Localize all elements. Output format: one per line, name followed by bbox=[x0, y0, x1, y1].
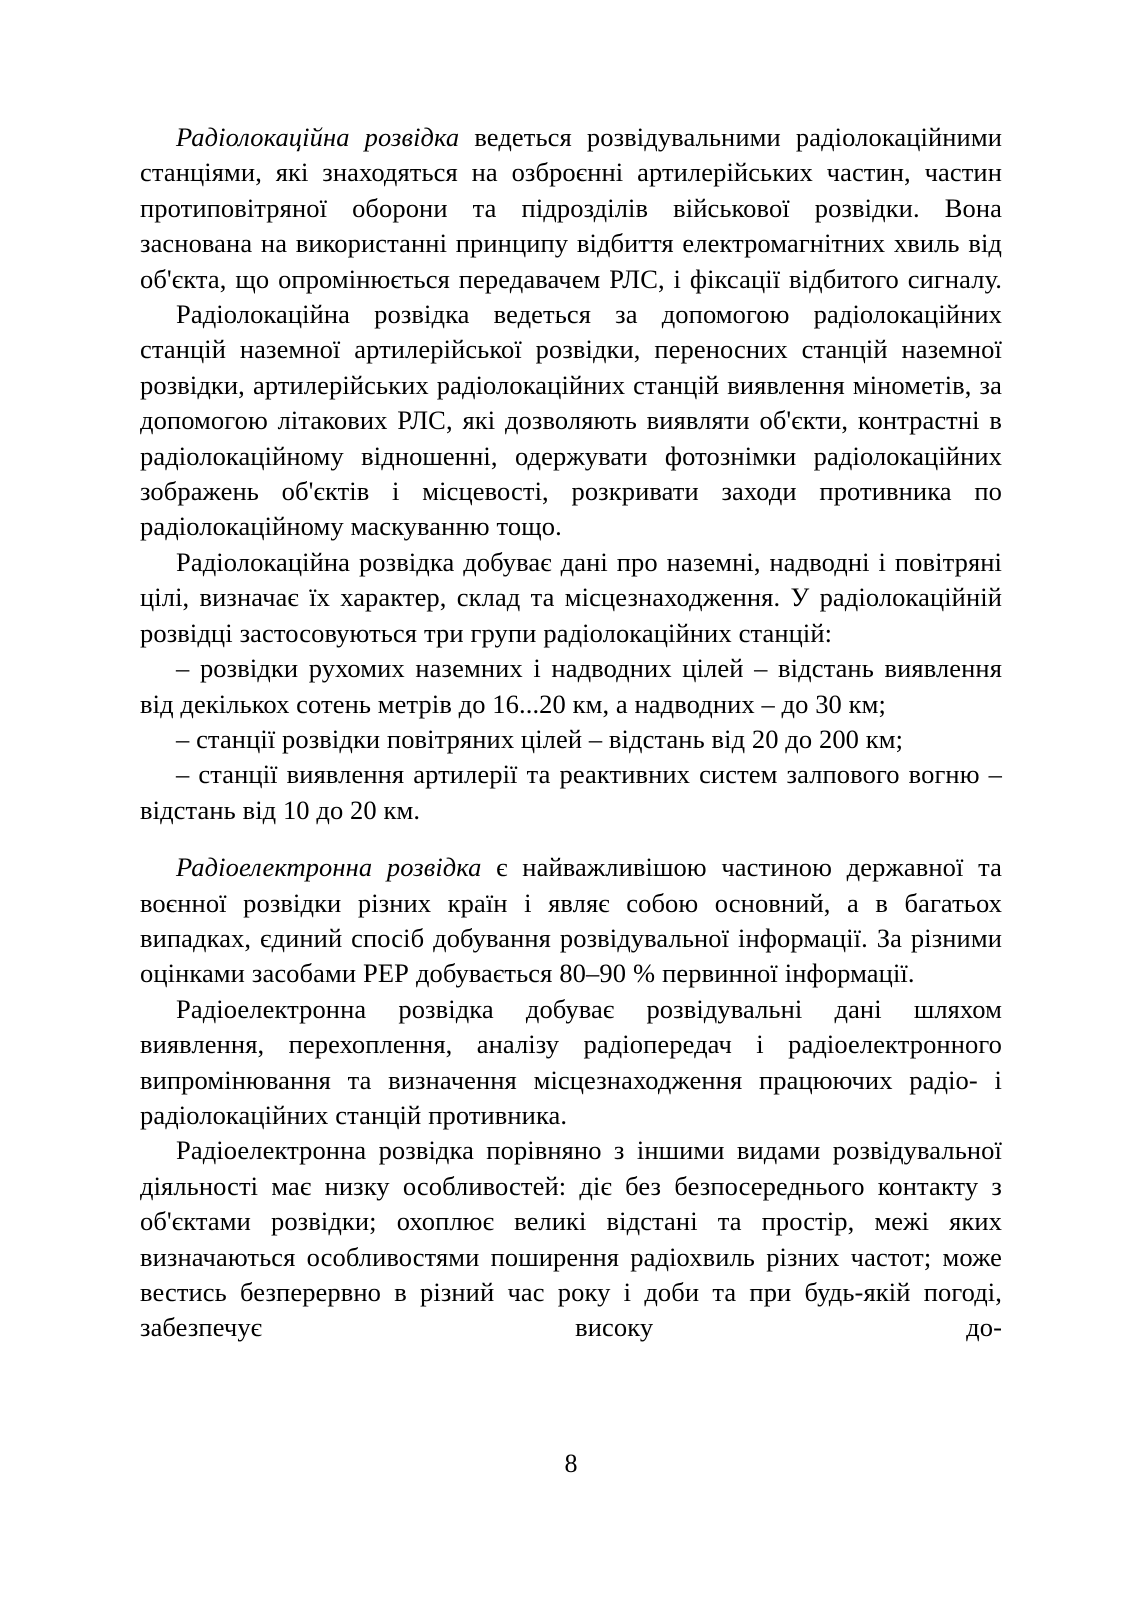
paragraph-radar-recon-targets bbox=[140, 545, 1002, 651]
paragraph-elint-methods bbox=[140, 992, 1002, 1134]
lead-in-radar-recon: Радіолокаційна розвідка bbox=[176, 122, 460, 152]
page-number: 8 bbox=[564, 1449, 578, 1478]
paragraph-body: є найважливішою частиною державної та воєнної розвідки різних країн і являє собою основний, а в багатьох випадках, єдиний спосіб добування розвідувальної інформації. За різними оцінками засобами РЕР добувається 80–90 % первинної інформації. bbox=[140, 852, 1002, 989]
paragraph-elint-intro bbox=[140, 850, 1002, 992]
list-item-text: – станції розвідки повітряних цілей – відстань від 20 до 200 км; bbox=[176, 723, 904, 754]
paragraph-radar-recon-stations bbox=[140, 297, 1002, 545]
list-item-air-targets bbox=[140, 722, 1002, 757]
list-item-text: – станції виявлення артилерії та реактивних систем залпового вогню – відстань від 10 до 20 км. bbox=[140, 759, 1002, 825]
list-item-text: – розвідки рухомих наземних і надводних цілей – відстань виявлення від декількох сотень метрів до 16...20 км, а надводних – до 30 км; bbox=[140, 653, 1002, 719]
list-item-ground-sea-targets bbox=[140, 651, 1002, 722]
list-item-artillery-detection bbox=[140, 757, 1002, 828]
paragraph-body: Радіоелектронна розвідка добуває розвідувальні дані шляхом виявлення, перехоплення, аналізу радіопередач і радіоелектронного випромінювання та визначення місцезнаходження працюючих радіо- і радіолокаційних станцій противника. bbox=[140, 993, 1002, 1130]
paragraph-body: ведеться розвідувальними радіолокаційними станціями, які знаходяться на озброєнні артилерійських частин, частин протиповітряної оборони та підрозділів військової розвідки. Вона заснована на використанні принципу відбиття електромагнітних хвиль від об'єкта, що опромінюється передавачем РЛС, і фіксації відбитого сигналу. bbox=[140, 122, 1002, 294]
lead-in-elint: Радіоелектронна розвідка bbox=[176, 852, 482, 883]
paragraph-body: Радіолокаційна розвідка ведеться за допомогою радіолокаційних станцій наземної артилерійської розвідки, переносних станцій наземної розвідки, артилерійських радіолокаційних станцій виявлення мінометів, за допомогою літакових РЛС, які дозволяють виявляти об'єкти, контрастні в радіолокаційному відношенні, одержувати фотознімки радіолокаційних зображень об'єктів і місцевості, розкривати заходи противника по радіолокаційному маскуванню тощо. bbox=[140, 299, 1002, 542]
paragraph-body: Радіолокаційна розвідка добуває дані про наземні, надводні і повітряні цілі, визначає їх характер, склад та місцезнаходження. У радіолокаційній розвідці застосовуються три групи радіолокаційних станцій: bbox=[140, 546, 1002, 648]
text-column bbox=[140, 120, 1002, 1346]
paragraph-elint-features bbox=[140, 1133, 1002, 1345]
paragraph-radar-recon-intro bbox=[140, 120, 1002, 297]
paragraph-body: Радіоелектронна розвідка порівняно з іншими видами розвідувальної діяльності має низку особливостей: діє без безпосереднього контакту з об'єктами розвідки; охоплює великі відстані та простір, межі яких визначаються особливостями поширення радіохвиль різних частот; може вестись безперервно в різний час року і доби та при будь-якій погоді, забезпечує високу до- bbox=[140, 1135, 1002, 1343]
